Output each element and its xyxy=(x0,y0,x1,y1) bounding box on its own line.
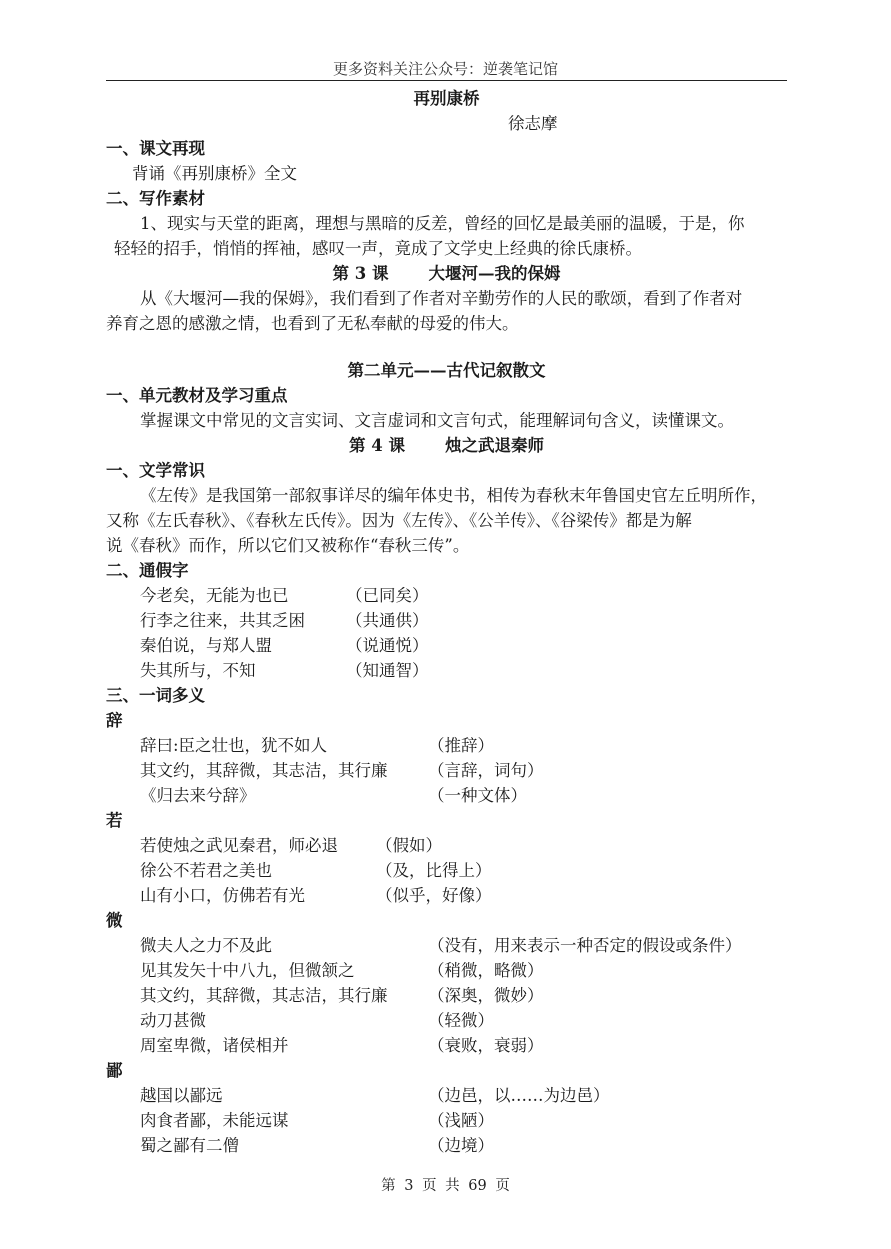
paragraph: 又称《左氏春秋》、《春秋左氏传》。因为《左传》、《公羊传》、《谷梁传》都是为解 xyxy=(106,511,692,530)
example-note: （深奥，微妙） xyxy=(428,986,544,1005)
paragraph: 轻轻的招手，悄悄的挥袖，感叹一声，竟成了文学史上经典的徐氏康桥。 xyxy=(114,239,642,258)
example-note: （衰败，衰弱） xyxy=(428,1036,544,1055)
word-heading: 微 xyxy=(106,911,123,930)
example-note: （说通悦） xyxy=(346,636,429,655)
example-sentence: 徐公不若君之美也 xyxy=(140,861,272,880)
list-item xyxy=(106,583,787,608)
header-rule xyxy=(106,80,787,81)
page-header: 更多资料关注公众号：逆袭笔记馆 xyxy=(332,60,558,78)
example-note: （言辞，词句） xyxy=(428,761,544,780)
lesson-title xyxy=(106,261,787,286)
unit-title: 第二单元——古代记叙散文 xyxy=(347,361,546,380)
list-item xyxy=(106,883,787,908)
paragraph: 1、现实与天堂的距离，理想与黑暗的反差，曾经的回忆是最美丽的温暖，于是，你 xyxy=(140,214,745,233)
list-item xyxy=(106,983,787,1008)
section-heading: 二、通假字 xyxy=(106,561,189,580)
list-item xyxy=(106,783,787,808)
example-note: （一种文体） xyxy=(428,786,527,805)
list-item xyxy=(106,1033,787,1058)
example-note: （共通供） xyxy=(346,611,429,630)
lesson-number: 第 4 课 xyxy=(349,436,405,455)
example-note: （推辞） xyxy=(428,736,494,755)
list-item xyxy=(106,633,787,658)
example-sentence: 其文约，其辞微，其志洁，其行廉 xyxy=(140,761,388,780)
list-item xyxy=(106,1133,787,1158)
lesson-number: 第 3 课 xyxy=(332,264,389,283)
paragraph: 背诵《再别康桥》全文 xyxy=(132,164,297,183)
example-note: （假如） xyxy=(376,836,442,855)
example-sentence: 周室卑微，诸侯相并 xyxy=(140,1036,289,1055)
example-sentence: 失其所与，不知 xyxy=(140,661,256,680)
example-sentence: 越国以鄙远 xyxy=(140,1086,223,1105)
paragraph: 说《春秋》而作，所以它们又被称作“春秋三传”。 xyxy=(106,536,470,555)
section-heading: 三、一词多义 xyxy=(106,686,205,705)
lesson-title xyxy=(106,433,787,458)
paragraph: 养育之恩的感激之情，也看到了无私奉献的母爱的伟大。 xyxy=(106,314,519,333)
example-note: （似乎，好像） xyxy=(376,886,492,905)
example-sentence: 蜀之鄙有二僧 xyxy=(140,1136,239,1155)
example-note: （浅陋） xyxy=(428,1111,494,1130)
example-sentence: 辞曰:臣之壮也，犹不如人 xyxy=(140,736,328,755)
section-heading: 一、单元教材及学习重点 xyxy=(106,386,288,405)
example-note: （轻微） xyxy=(428,1011,494,1030)
list-item xyxy=(106,1008,787,1033)
page-footer: 第 3 页 共 69 页 xyxy=(381,1178,510,1194)
example-sentence: 动刀甚微 xyxy=(140,1011,206,1030)
list-item xyxy=(106,758,787,783)
example-sentence: 微夫人之力不及此 xyxy=(140,936,272,955)
paragraph: 从《大堰河—我的保姆》，我们看到了作者对辛勤劳作的人民的歌颂，看到了作者对 xyxy=(140,289,743,308)
example-sentence: 山有小口，仿佛若有光 xyxy=(140,886,305,905)
lesson-name: 大堰河—我的保姆 xyxy=(428,264,561,283)
example-note: （没有，用来表示一种否定的假设或条件） xyxy=(428,936,742,955)
example-note: （稍微，略微） xyxy=(428,961,544,980)
word-heading: 辞 xyxy=(106,711,123,730)
word-heading: 若 xyxy=(106,811,123,830)
example-note: （知通智） xyxy=(346,661,429,680)
example-note: （已同矣） xyxy=(346,586,429,605)
example-sentence: 今老矣，无能为也已 xyxy=(140,586,289,605)
lesson-name: 烛之武退秦师 xyxy=(445,436,544,455)
list-item xyxy=(106,658,787,683)
list-item xyxy=(106,958,787,983)
list-item xyxy=(106,833,787,858)
example-sentence: 肉食者鄙，未能远谋 xyxy=(140,1111,289,1130)
poem-title: 再别康桥 xyxy=(413,89,480,108)
paragraph: 《左传》是我国第一部叙事详尽的编年体史书，相传为春秋末年鲁国史官左丘明所作， xyxy=(140,486,767,505)
list-item xyxy=(106,608,787,633)
list-item xyxy=(106,858,787,883)
word-heading: 鄙 xyxy=(106,1061,123,1080)
example-sentence: 见其发矢十中八九，但微颔之 xyxy=(140,961,355,980)
list-item xyxy=(106,933,787,958)
list-item xyxy=(106,1108,787,1133)
example-sentence: 《归去来兮辞》 xyxy=(140,786,256,805)
section-heading: 一、课文再现 xyxy=(106,139,205,158)
paragraph: 掌握课文中常见的文言实词、文言虚词和文言句式，能理解词句含义，读懂课文。 xyxy=(140,411,734,430)
example-sentence: 其文约，其辞微，其志洁，其行廉 xyxy=(140,986,388,1005)
example-note: （边境） xyxy=(428,1136,494,1155)
list-item xyxy=(106,733,787,758)
example-note: （及，比得上） xyxy=(376,861,492,880)
example-sentence: 秦伯说，与郑人盟 xyxy=(140,636,272,655)
spacer xyxy=(106,336,787,358)
section-heading: 一、文学常识 xyxy=(106,461,205,480)
example-sentence: 若使烛之武见秦君，师必退 xyxy=(140,836,338,855)
example-sentence: 行李之往来，共其乏困 xyxy=(140,611,305,630)
list-item xyxy=(106,1083,787,1108)
section-heading: 二、写作素材 xyxy=(106,189,205,208)
poem-author: 徐志摩 xyxy=(508,114,558,133)
page-content xyxy=(106,86,787,1158)
example-note: （边邑，以……为边邑） xyxy=(428,1086,610,1105)
